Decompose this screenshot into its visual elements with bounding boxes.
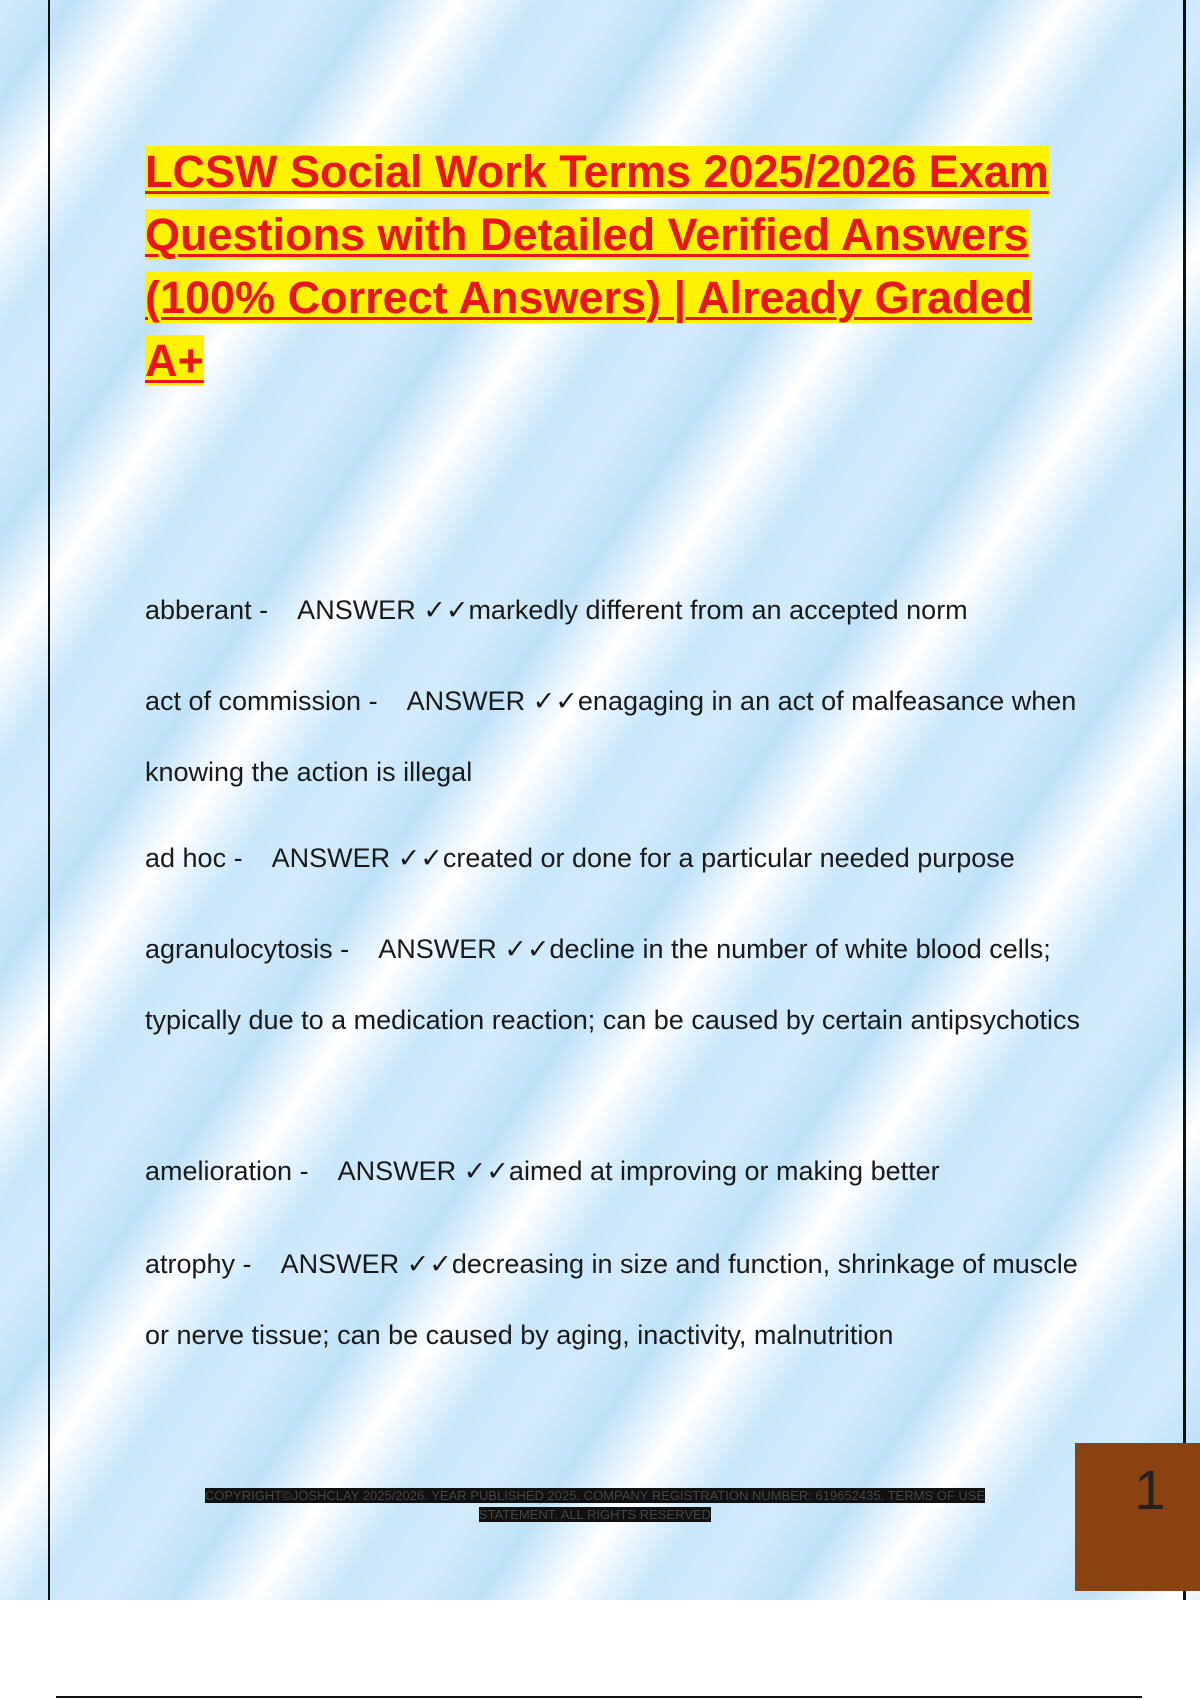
right-page-border	[1183, 0, 1186, 1600]
term-entry-abberant: abberant - ANSWER ✓✓markedly different from an accepted norm	[145, 595, 968, 625]
term-entry-act-of-commission: act of commission - ANSWER ✓✓enagaging in an act of malfeasance when knowing the action is illegal	[145, 686, 1077, 787]
page-number: 1	[1134, 1458, 1166, 1521]
term-entry-atrophy: atrophy - ANSWER ✓✓decreasing in size and function, shrinkage of muscle or nerve tissue; can be caused by aging, inactivity, malnutrition	[145, 1249, 1078, 1350]
left-page-border	[48, 0, 50, 1600]
copyright-footer	[175, 1486, 1015, 1524]
document-title	[145, 140, 1085, 392]
term-entry-agranulocytosis: agranulocytosis - ANSWER ✓✓decline in the number of white blood cells; typically due to a medication reaction; can be caused by certain antipsychotics	[145, 934, 1081, 1035]
term-entry-amelioration: amelioration - ANSWER ✓✓aimed at improving or making better	[145, 1156, 940, 1186]
copyright-footer-text: COPYRIGHT©JOSHCLAY 2025/2026. YEAR PUBLISHED 2025. COMPANY REGISTRATION NUMBER: 619652435. TERMS OF USE STATEMENT. ALL RIGHTS RESERVED	[204, 1488, 986, 1522]
bottom-rule	[56, 1696, 1142, 1698]
term-entry-ad-hoc: ad hoc - ANSWER ✓✓created or done for a particular needed purpose	[145, 843, 1015, 873]
document-title-text: LCSW Social Work Terms 2025/2026 Exam Questions with Detailed Verified Answers (100% Correct Answers) | Already Graded A+	[145, 146, 1049, 386]
